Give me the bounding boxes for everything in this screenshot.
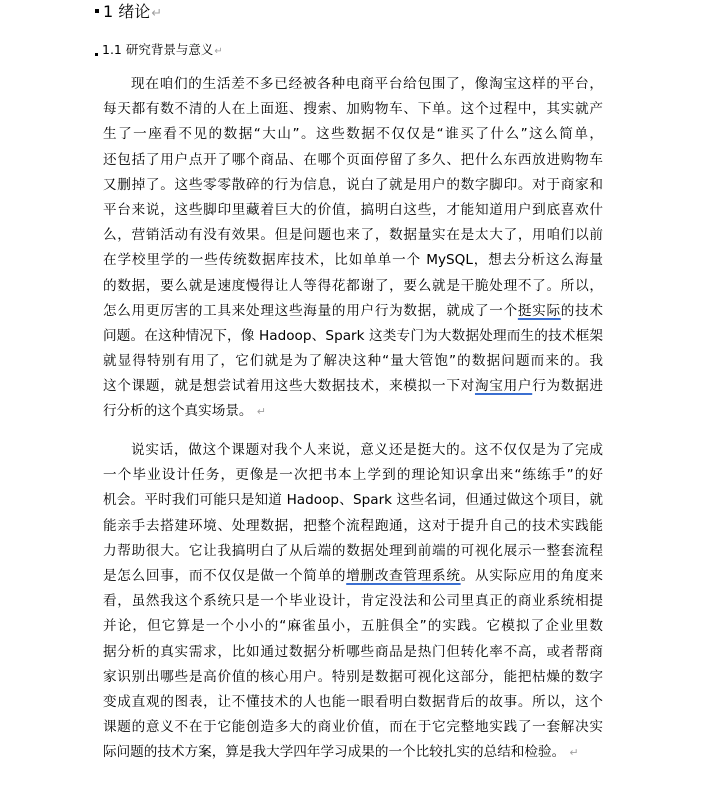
text-line: 看，虽然我这个系统只是一个毕业设计，肯定没法和公司里真正的商业系统相提 xyxy=(103,593,603,610)
text-line: 的数据，要么就是速度慢得让人等得花都谢了，要么就是干脆处理不了。所以， xyxy=(103,277,603,294)
heading-1-title: 绪论 xyxy=(118,2,151,21)
text-segment: 怎么用更厉害的工具来处理这些海量的用户行为数据，就成了一个 xyxy=(103,302,518,319)
heading-1[interactable] xyxy=(95,2,162,24)
paragraph-mark-icon: ↵ xyxy=(214,46,223,57)
text-line xyxy=(103,374,603,399)
heading-2-title: 研究背景与意义 xyxy=(125,42,214,57)
text-line: 么，营销活动有没有效果。但是问题也来了，数据量实在是太大了，用咱们以前 xyxy=(103,227,603,244)
text-line: 问题。在这种情况下，像 Hadoop、Spark 这类专门为大数据处理而生的技术框架 xyxy=(103,327,603,344)
text-line: 并论，但它算是一个小小的“麻雀虽小，五脏俱全”的实践。它模拟了企业里数 xyxy=(103,618,603,635)
text-line: 现在咱们的生活差不多已经被各种电商平台给包围了，像淘宝这样的平台， xyxy=(131,76,603,92)
text-segment: 的技术 xyxy=(560,302,604,319)
paragraph-mark-icon: ↵ xyxy=(566,746,579,760)
text-line: 课题的意义不在于它能创造多大的商业价值，而在于它完整地实践了一套解决实 xyxy=(103,719,603,736)
text-line xyxy=(103,299,603,324)
text-line: 家识别出哪些是高价值的核心用户。特别是数据可视化这部分，能把枯燥的数字 xyxy=(103,668,603,685)
text-line: 一个毕业设计任务，更像是一次把书本上学到的理论知识拿出来“练练手”的好 xyxy=(103,467,603,484)
body-paragraph-1[interactable] xyxy=(103,72,603,425)
grammar-underline[interactable]: 挺实际 xyxy=(517,302,561,319)
paragraph-mark-icon: ↵ xyxy=(151,6,163,21)
text-segment: 这个课题，就是想尝试着用这些大数据技术，来模拟一下对 xyxy=(103,378,475,395)
text-line: 据分析的真实需求，比如通过数据分析哪些商品是热门但转化率不高，或者帮商 xyxy=(103,643,603,660)
text-line: 在学校里学的一些传统数据库技术，比如单单一个 MySQL，想去分析这么海量 xyxy=(103,252,603,269)
list-bullet-icon xyxy=(95,53,98,56)
text-segment: 行为数据进 xyxy=(532,378,604,395)
text-line: 平台来说，这些脚印里藏着巨大的价值，搞明白这些，才能知道用户到底喜欢什 xyxy=(103,201,603,218)
text-segment: 。从实际应用的角度来 xyxy=(460,567,604,584)
text-line: 力帮助很大。它让我搞明白了从后端的数据处理到前端的可视化展示一整套流程 xyxy=(103,542,603,559)
text-line: 行分析的这个真实场景。 ↵ xyxy=(103,403,267,420)
text-line: 生了一座看不见的数据“大山”。这些数据不仅仅是“谁买了什么”这么简单， xyxy=(103,126,603,143)
text-line: 又删掉了。这些零零散碎的行为信息，说白了就是用户的数字脚印。对于商家和 xyxy=(103,176,603,193)
text-segment: 是怎么回事，而不仅仅是做一个简单的 xyxy=(103,567,347,584)
heading-2-number: 1.1 xyxy=(102,42,122,57)
body-paragraph-2[interactable] xyxy=(103,438,603,765)
text-line: 还包括了用户点开了哪个商品、在哪个页面停留了多久、把什么东西放进购物车 xyxy=(103,151,603,168)
heading-2[interactable] xyxy=(95,41,223,61)
text-line: 就显得特别有用了，它们就是为了解决这种“量大管饱”的数据问题而来的。我 xyxy=(103,353,603,370)
paragraph-mark-icon: ↵ xyxy=(253,405,267,419)
text-line: 每天都有数不清的人在上面逛、搜索、加购物车、下单。这个过程中，其实就产 xyxy=(103,101,603,118)
heading-1-number: 1 xyxy=(103,2,114,21)
text-line xyxy=(103,564,603,589)
text-line: 机会。平时我们可能只是知道 Hadoop、Spark 这些名词，但通过做这个项目，就 xyxy=(103,492,603,509)
text-line: 际问题的技术方案，算是我大学四年学习成果的一个比较扎实的总结和检验。 ↵ xyxy=(103,744,579,761)
text-line: 说实话，做这个课题对我个人来说，意义还是挺大的。这不仅仅是为了完成 xyxy=(131,442,603,458)
list-bullet-icon xyxy=(95,9,99,13)
grammar-underline[interactable]: 增删改查管理系统 xyxy=(346,567,461,584)
text-line: 变成直观的图表，让不懂技术的人也能一眼看明白数据背后的故事。所以，这个 xyxy=(103,693,603,710)
text-line: 能亲手去搭建环境、处理数据，把整个流程跑通，这对于提升自己的技术实践能 xyxy=(103,517,603,534)
grammar-underline[interactable]: 淘宝用户 xyxy=(474,378,533,395)
